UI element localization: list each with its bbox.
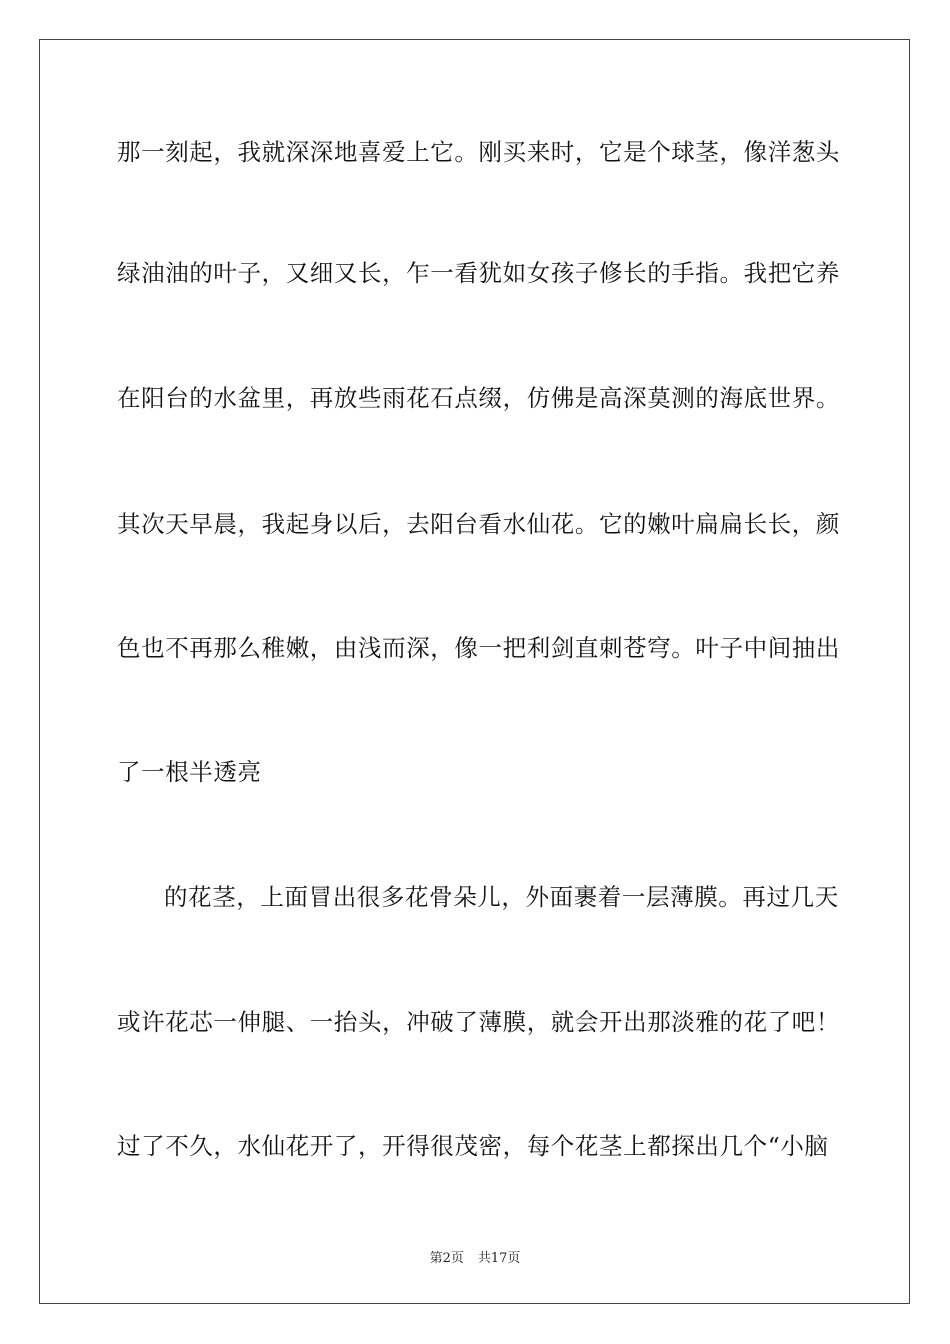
text-line: 那一刻起，我就深深地喜爱上它。刚买来时，它是个球茎，像洋葱头	[117, 138, 840, 166]
text-line: 色也不再那么稚嫩，由浅而深，像一把利剑直刺苍穹。叶子中间抽出	[117, 634, 840, 662]
text-line: 绿油油的叶子，又细又长，乍一看犹如女孩子修长的手指。我把它养	[117, 259, 840, 287]
page-footer	[0, 1247, 950, 1266]
text-line: 或许花芯一伸腿、一抬头，冲破了薄膜，就会开出那淡雅的花了吧！	[117, 1008, 840, 1036]
text-line: 在阳台的水盆里，再放些雨花石点缀，仿佛是高深莫测的海底世界。	[117, 384, 840, 412]
page-number: 第2页	[429, 1251, 464, 1266]
page-total: 共17页	[477, 1251, 521, 1266]
text-line: 其次天早晨，我起身以后，去阳台看水仙花。它的嫩叶扁扁长长，颜	[117, 510, 840, 538]
text-line: 了一根半透亮	[117, 758, 262, 786]
text-line: 过了不久，水仙花开了，开得很茂密，每个花茎上都探出几个“小脑	[117, 1132, 829, 1160]
text-line-indented: 的花茎，上面冒出很多花骨朵儿，外面裹着一层薄膜。再过几天	[164, 883, 839, 911]
page-frame	[39, 39, 910, 1304]
